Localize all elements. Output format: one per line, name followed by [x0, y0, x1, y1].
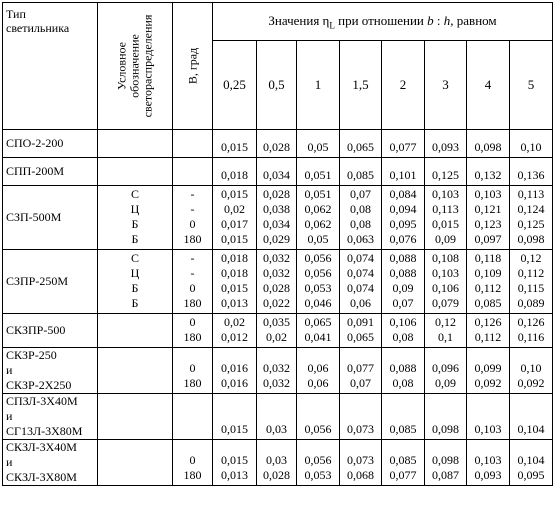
eta-value: 0,113 — [432, 202, 459, 216]
eta-value: 0,12 — [520, 251, 542, 265]
eta-value: 0,016 — [221, 376, 248, 390]
angle-cell — [173, 394, 213, 440]
header-angle — [173, 3, 213, 130]
eta-value: 0,015 — [221, 187, 248, 201]
eta-value: 0,093 — [474, 468, 502, 482]
distribution-code: Ц — [130, 202, 140, 216]
luminaire-name-cell — [3, 250, 98, 314]
header-values-suffix: , равном — [450, 12, 497, 28]
eta-value: 0,096 — [432, 361, 459, 375]
distribution-code-cell — [98, 394, 173, 440]
value-cell — [382, 130, 425, 158]
value-cell — [340, 186, 382, 250]
value-cell — [510, 158, 553, 186]
value-cell — [340, 130, 382, 158]
eta-value: 0,085 — [389, 422, 417, 436]
header-b: b — [427, 12, 434, 28]
angle-cell — [173, 158, 213, 186]
luminaire-name-line: СПО-2-200 — [6, 136, 64, 150]
angle-value: 180 — [183, 468, 202, 482]
header-ratio: 5 — [510, 41, 553, 130]
angle-cell — [173, 440, 213, 486]
value-cell — [510, 394, 553, 440]
value-cell — [297, 440, 340, 486]
table-row — [3, 250, 553, 314]
eta-value: 0,095 — [517, 468, 545, 482]
luminaire-name-cell — [3, 158, 98, 186]
value-cell — [340, 348, 382, 394]
value-cell — [340, 394, 382, 440]
value-cell — [467, 186, 510, 250]
eta-value: 0,015 — [221, 281, 248, 295]
distribution-code-cell — [98, 348, 173, 394]
value-cell — [425, 394, 467, 440]
table-row — [3, 130, 553, 158]
eta-value: 0,084 — [389, 187, 417, 201]
value-cell — [340, 440, 382, 486]
eta-value: 0,125 — [432, 168, 459, 182]
angle-cell — [173, 314, 213, 348]
eta-value: 0,065 — [347, 140, 374, 154]
value-cell — [510, 130, 553, 158]
value-cell — [425, 440, 467, 486]
value-cell — [425, 158, 467, 186]
eta-value: 0,032 — [263, 361, 290, 375]
value-cell — [382, 314, 425, 348]
header-angle-text: В, град — [185, 47, 199, 85]
header-values-prefix: Значения η — [268, 12, 330, 28]
value-cell — [257, 440, 297, 486]
eta-value: 0,088 — [389, 266, 417, 280]
header-luminaire-type — [3, 3, 98, 130]
eta-value: 0,108 — [432, 251, 459, 265]
distribution-code-cell — [98, 440, 173, 486]
eta-value: 0,09 — [392, 281, 414, 295]
luminaire-table — [2, 2, 553, 486]
eta-value: 0,098 — [432, 422, 459, 436]
eta-value: 0,074 — [347, 251, 374, 265]
value-cell — [510, 250, 553, 314]
value-cell — [297, 158, 340, 186]
header-code-line-3: светораспределения — [140, 14, 155, 118]
eta-value: 0,028 — [263, 187, 290, 201]
header-ratio: 0,5 — [257, 41, 297, 130]
value-cell — [213, 394, 257, 440]
eta-value: 0,085 — [474, 296, 502, 310]
header-light-distribution-text — [116, 15, 155, 118]
eta-value: 0,136 — [517, 168, 545, 182]
value-cell — [382, 394, 425, 440]
value-cell — [425, 314, 467, 348]
value-cell — [340, 250, 382, 314]
header-type-line-2: светильника — [6, 21, 70, 35]
eta-value: 0,089 — [517, 296, 545, 310]
eta-value: 0,016 — [221, 361, 248, 375]
eta-value: 0,08 — [350, 217, 371, 231]
eta-value: 0,073 — [347, 422, 374, 436]
eta-value: 0,077 — [389, 468, 417, 482]
eta-value: 0,034 — [263, 217, 290, 231]
eta-value: 0,1 — [438, 330, 453, 344]
eta-value: 0,051 — [304, 168, 332, 182]
distribution-code: Б — [131, 217, 139, 231]
eta-value: 0,077 — [347, 361, 374, 375]
luminaire-name-line: СЗП-500М — [6, 210, 62, 224]
eta-value: 0,124 — [517, 202, 545, 216]
value-cell — [297, 314, 340, 348]
eta-value: 0,029 — [263, 232, 290, 246]
header-code-line-2: обозначение — [127, 34, 142, 98]
eta-value: 0,032 — [263, 251, 290, 265]
angle-value: 0 — [189, 453, 196, 467]
value-cell — [340, 314, 382, 348]
header-colon: : — [433, 12, 444, 28]
eta-value: 0,022 — [263, 296, 290, 310]
eta-value: 0,087 — [432, 468, 459, 482]
eta-value: 0,068 — [347, 468, 374, 482]
eta-value: 0,038 — [263, 202, 290, 216]
eta-value: 0,028 — [263, 468, 290, 482]
eta-value: 0,092 — [474, 376, 502, 390]
eta-value: 0,015 — [221, 422, 248, 436]
value-cell — [382, 348, 425, 394]
eta-value: 0,056 — [304, 266, 332, 280]
angle-value: 0 — [189, 361, 196, 375]
eta-value: 0,109 — [474, 266, 502, 280]
eta-value: 0,053 — [304, 281, 332, 295]
angle-cell — [173, 186, 213, 250]
eta-value: 0,08 — [392, 376, 414, 390]
eta-value: 0,121 — [474, 202, 502, 216]
value-cell — [257, 158, 297, 186]
eta-value: 0,035 — [263, 315, 290, 329]
eta-value: 0,104 — [517, 453, 545, 467]
eta-value: 0,074 — [347, 281, 374, 295]
eta-value: 0,098 — [432, 453, 459, 467]
luminaire-name-line: СГ13Л-3Х80М — [6, 424, 83, 438]
eta-value: 0,103 — [432, 187, 459, 201]
distribution-code-cell — [98, 186, 173, 250]
distribution-code: Ц — [130, 266, 140, 280]
eta-value: 0,132 — [474, 168, 502, 182]
luminaire-name-line: и — [6, 409, 13, 423]
eta-value: 0,08 — [392, 330, 414, 344]
eta-value: 0,098 — [474, 140, 502, 154]
angle-value: 180 — [183, 376, 202, 390]
value-cell — [257, 394, 297, 440]
eta-value: 0,032 — [263, 266, 290, 280]
angle-value: 0 — [189, 217, 196, 231]
eta-value: 0,028 — [263, 140, 290, 154]
angle-cell — [173, 130, 213, 158]
value-cell — [510, 314, 553, 348]
eta-value: 0,053 — [304, 468, 332, 482]
header-light-distribution — [98, 3, 173, 130]
eta-value: 0,106 — [432, 281, 459, 295]
eta-value: 0,018 — [221, 168, 248, 182]
distribution-code-cell — [98, 314, 173, 348]
eta-value: 0,03 — [266, 422, 287, 436]
header-type-line-1: Тип — [6, 7, 26, 21]
distribution-code: С — [130, 187, 139, 201]
eta-value: 0,097 — [474, 232, 502, 246]
eta-value: 0,028 — [263, 281, 290, 295]
eta-value: 0,103 — [474, 422, 502, 436]
angle-value: 0 — [189, 281, 196, 295]
table-row — [3, 186, 553, 250]
header-ratio: 1,5 — [340, 41, 382, 130]
eta-value: 0,103 — [432, 266, 459, 280]
value-cell — [213, 158, 257, 186]
eta-value: 0,018 — [221, 251, 248, 265]
eta-value: 0,062 — [304, 202, 332, 216]
value-cell — [382, 440, 425, 486]
value-cell — [297, 186, 340, 250]
header-ratio: 2 — [382, 41, 425, 130]
header-ratio: 3 — [425, 41, 467, 130]
value-cell — [257, 130, 297, 158]
value-cell — [257, 250, 297, 314]
distribution-code: Б — [131, 281, 139, 295]
eta-value: 0,041 — [304, 330, 332, 344]
eta-value: 0,113 — [517, 187, 545, 201]
eta-value: 0,012 — [221, 330, 248, 344]
eta-value: 0,10 — [520, 140, 542, 154]
eta-value: 0,116 — [517, 330, 545, 344]
eta-value: 0,02 — [266, 330, 287, 344]
eta-value: 0,126 — [474, 315, 502, 329]
luminaire-name-cell — [3, 440, 98, 486]
header-values — [213, 3, 553, 41]
luminaire-name-line: СКЗЛ-3Х40М — [6, 440, 77, 454]
luminaire-name-cell — [3, 130, 98, 158]
table-row — [3, 394, 553, 440]
value-cell — [257, 348, 297, 394]
angle-value: 180 — [183, 330, 202, 344]
distribution-code: С — [130, 251, 139, 265]
distribution-code-cell — [98, 250, 173, 314]
eta-value: 0,046 — [304, 296, 332, 310]
angle-value: 180 — [183, 232, 202, 246]
value-cell — [425, 348, 467, 394]
eta-value: 0,013 — [221, 468, 248, 482]
eta-value: 0,018 — [221, 266, 248, 280]
table-body — [3, 130, 553, 486]
value-cell — [382, 158, 425, 186]
luminaire-name-cell — [3, 348, 98, 394]
value-cell — [467, 440, 510, 486]
header-values-middle: при отношении — [334, 12, 428, 28]
eta-value: 0,06 — [307, 361, 329, 375]
value-cell — [213, 250, 257, 314]
eta-value: 0,125 — [517, 217, 545, 231]
luminaire-name-line: СЗПР-250М — [6, 274, 69, 288]
eta-value: 0,015 — [221, 453, 248, 467]
eta-value: 0,099 — [474, 361, 502, 375]
eta-value: 0,112 — [517, 266, 545, 280]
eta-value: 0,085 — [389, 453, 417, 467]
eta-value: 0,063 — [347, 232, 374, 246]
value-cell — [425, 186, 467, 250]
luminaire-name-cell — [3, 314, 98, 348]
value-cell — [510, 348, 553, 394]
eta-value: 0,10 — [520, 361, 542, 375]
value-cell — [213, 314, 257, 348]
distribution-code: Б — [131, 232, 139, 246]
value-cell — [297, 394, 340, 440]
eta-value: 0,05 — [307, 232, 329, 246]
angle-value: 180 — [183, 296, 202, 310]
eta-value: 0,074 — [347, 266, 374, 280]
eta-value: 0,076 — [389, 232, 417, 246]
distribution-code: Б — [131, 296, 139, 310]
luminaire-name-line: и — [6, 455, 13, 469]
angle-value: - — [190, 202, 195, 216]
value-cell — [213, 186, 257, 250]
eta-value: 0,104 — [517, 422, 545, 436]
eta-value: 0,093 — [432, 140, 459, 154]
angle-cell — [173, 250, 213, 314]
eta-value: 0,06 — [307, 376, 329, 390]
eta-value: 0,085 — [347, 168, 374, 182]
value-cell — [213, 130, 257, 158]
value-cell — [257, 186, 297, 250]
value-cell — [510, 186, 553, 250]
header-h: h — [443, 12, 451, 28]
luminaire-name-line: СКЗПР-500 — [6, 323, 66, 337]
eta-value: 0,017 — [221, 217, 248, 231]
eta-value: 0,056 — [304, 251, 332, 265]
value-cell — [257, 314, 297, 348]
table-row — [3, 314, 553, 348]
luminaire-name-cell — [3, 394, 98, 440]
eta-value: 0,091 — [347, 315, 374, 329]
value-cell — [425, 130, 467, 158]
value-cell — [510, 440, 553, 486]
eta-value: 0,077 — [389, 140, 417, 154]
value-cell — [467, 130, 510, 158]
value-cell — [382, 250, 425, 314]
eta-value: 0,112 — [474, 330, 502, 344]
eta-value: 0,088 — [389, 361, 417, 375]
eta-value: 0,062 — [304, 217, 332, 231]
value-cell — [213, 440, 257, 486]
eta-value: 0,015 — [221, 232, 248, 246]
table-row — [3, 440, 553, 486]
eta-value: 0,118 — [474, 251, 502, 265]
eta-value: 0,101 — [389, 168, 417, 182]
value-cell — [340, 158, 382, 186]
eta-value: 0,015 — [221, 140, 248, 154]
eta-value: 0,02 — [224, 315, 245, 329]
value-cell — [467, 348, 510, 394]
value-cell — [297, 348, 340, 394]
eta-value: 0,073 — [347, 453, 374, 467]
eta-value: 0,06 — [350, 296, 371, 310]
angle-value: - — [190, 187, 195, 201]
eta-value: 0,092 — [517, 376, 545, 390]
value-cell — [297, 130, 340, 158]
eta-value: 0,065 — [347, 330, 374, 344]
luminaire-name-line: СПЗЛ-3Х40М — [6, 394, 78, 408]
header-ratio: 1 — [297, 41, 340, 130]
value-cell — [425, 250, 467, 314]
eta-value: 0,065 — [304, 315, 332, 329]
eta-value: 0,103 — [474, 453, 502, 467]
eta-value: 0,056 — [304, 453, 332, 467]
eta-value: 0,056 — [304, 422, 332, 436]
header-code-line-1: Условное — [114, 42, 129, 90]
value-cell — [467, 314, 510, 348]
eta-value: 0,106 — [389, 315, 417, 329]
value-cell — [467, 158, 510, 186]
eta-value: 0,034 — [263, 168, 290, 182]
distribution-code-cell — [98, 158, 173, 186]
eta-value: 0,09 — [435, 376, 456, 390]
luminaire-name-line: и — [6, 363, 13, 377]
eta-value: 0,09 — [435, 232, 456, 246]
eta-value: 0,015 — [432, 217, 459, 231]
distribution-code-cell — [98, 130, 173, 158]
eta-value: 0,112 — [474, 281, 502, 295]
eta-value: 0,02 — [224, 202, 245, 216]
angle-value: - — [190, 266, 195, 280]
eta-value: 0,095 — [389, 217, 417, 231]
value-cell — [382, 186, 425, 250]
eta-value: 0,094 — [389, 202, 417, 216]
luminaire-name-line: СПП-200М — [6, 164, 65, 178]
eta-value: 0,07 — [350, 376, 371, 390]
eta-value: 0,126 — [517, 315, 545, 329]
angle-value: - — [190, 251, 195, 265]
header-ratio: 4 — [467, 41, 510, 130]
eta-value: 0,07 — [350, 187, 371, 201]
luminaire-name-line: СКЗЛ-3Х80М — [6, 470, 77, 484]
eta-value: 0,051 — [304, 187, 332, 201]
eta-value: 0,03 — [266, 453, 287, 467]
eta-value: 0,103 — [474, 187, 502, 201]
eta-value: 0,123 — [474, 217, 502, 231]
header-ratio: 0,25 — [213, 41, 257, 130]
angle-value: 0 — [189, 315, 196, 329]
eta-value: 0,07 — [392, 296, 414, 310]
luminaire-name-line: СКЗР-2Х250 — [6, 378, 72, 392]
angle-cell — [173, 348, 213, 394]
value-cell — [297, 250, 340, 314]
table-row — [3, 158, 553, 186]
eta-value: 0,115 — [517, 281, 545, 295]
table-row — [3, 348, 553, 394]
header-values-sub: L — [329, 20, 335, 31]
eta-value: 0,079 — [432, 296, 459, 310]
eta-value: 0,013 — [221, 296, 248, 310]
eta-value: 0,08 — [350, 202, 371, 216]
luminaire-name-cell — [3, 186, 98, 250]
eta-value: 0,088 — [389, 251, 417, 265]
eta-value: 0,098 — [517, 232, 545, 246]
luminaire-name-line: СКЗР-250 — [6, 348, 57, 362]
eta-value: 0,12 — [435, 315, 456, 329]
value-cell — [467, 394, 510, 440]
value-cell — [213, 348, 257, 394]
value-cell — [467, 250, 510, 314]
eta-value: 0,032 — [263, 376, 290, 390]
eta-value: 0,05 — [307, 140, 329, 154]
